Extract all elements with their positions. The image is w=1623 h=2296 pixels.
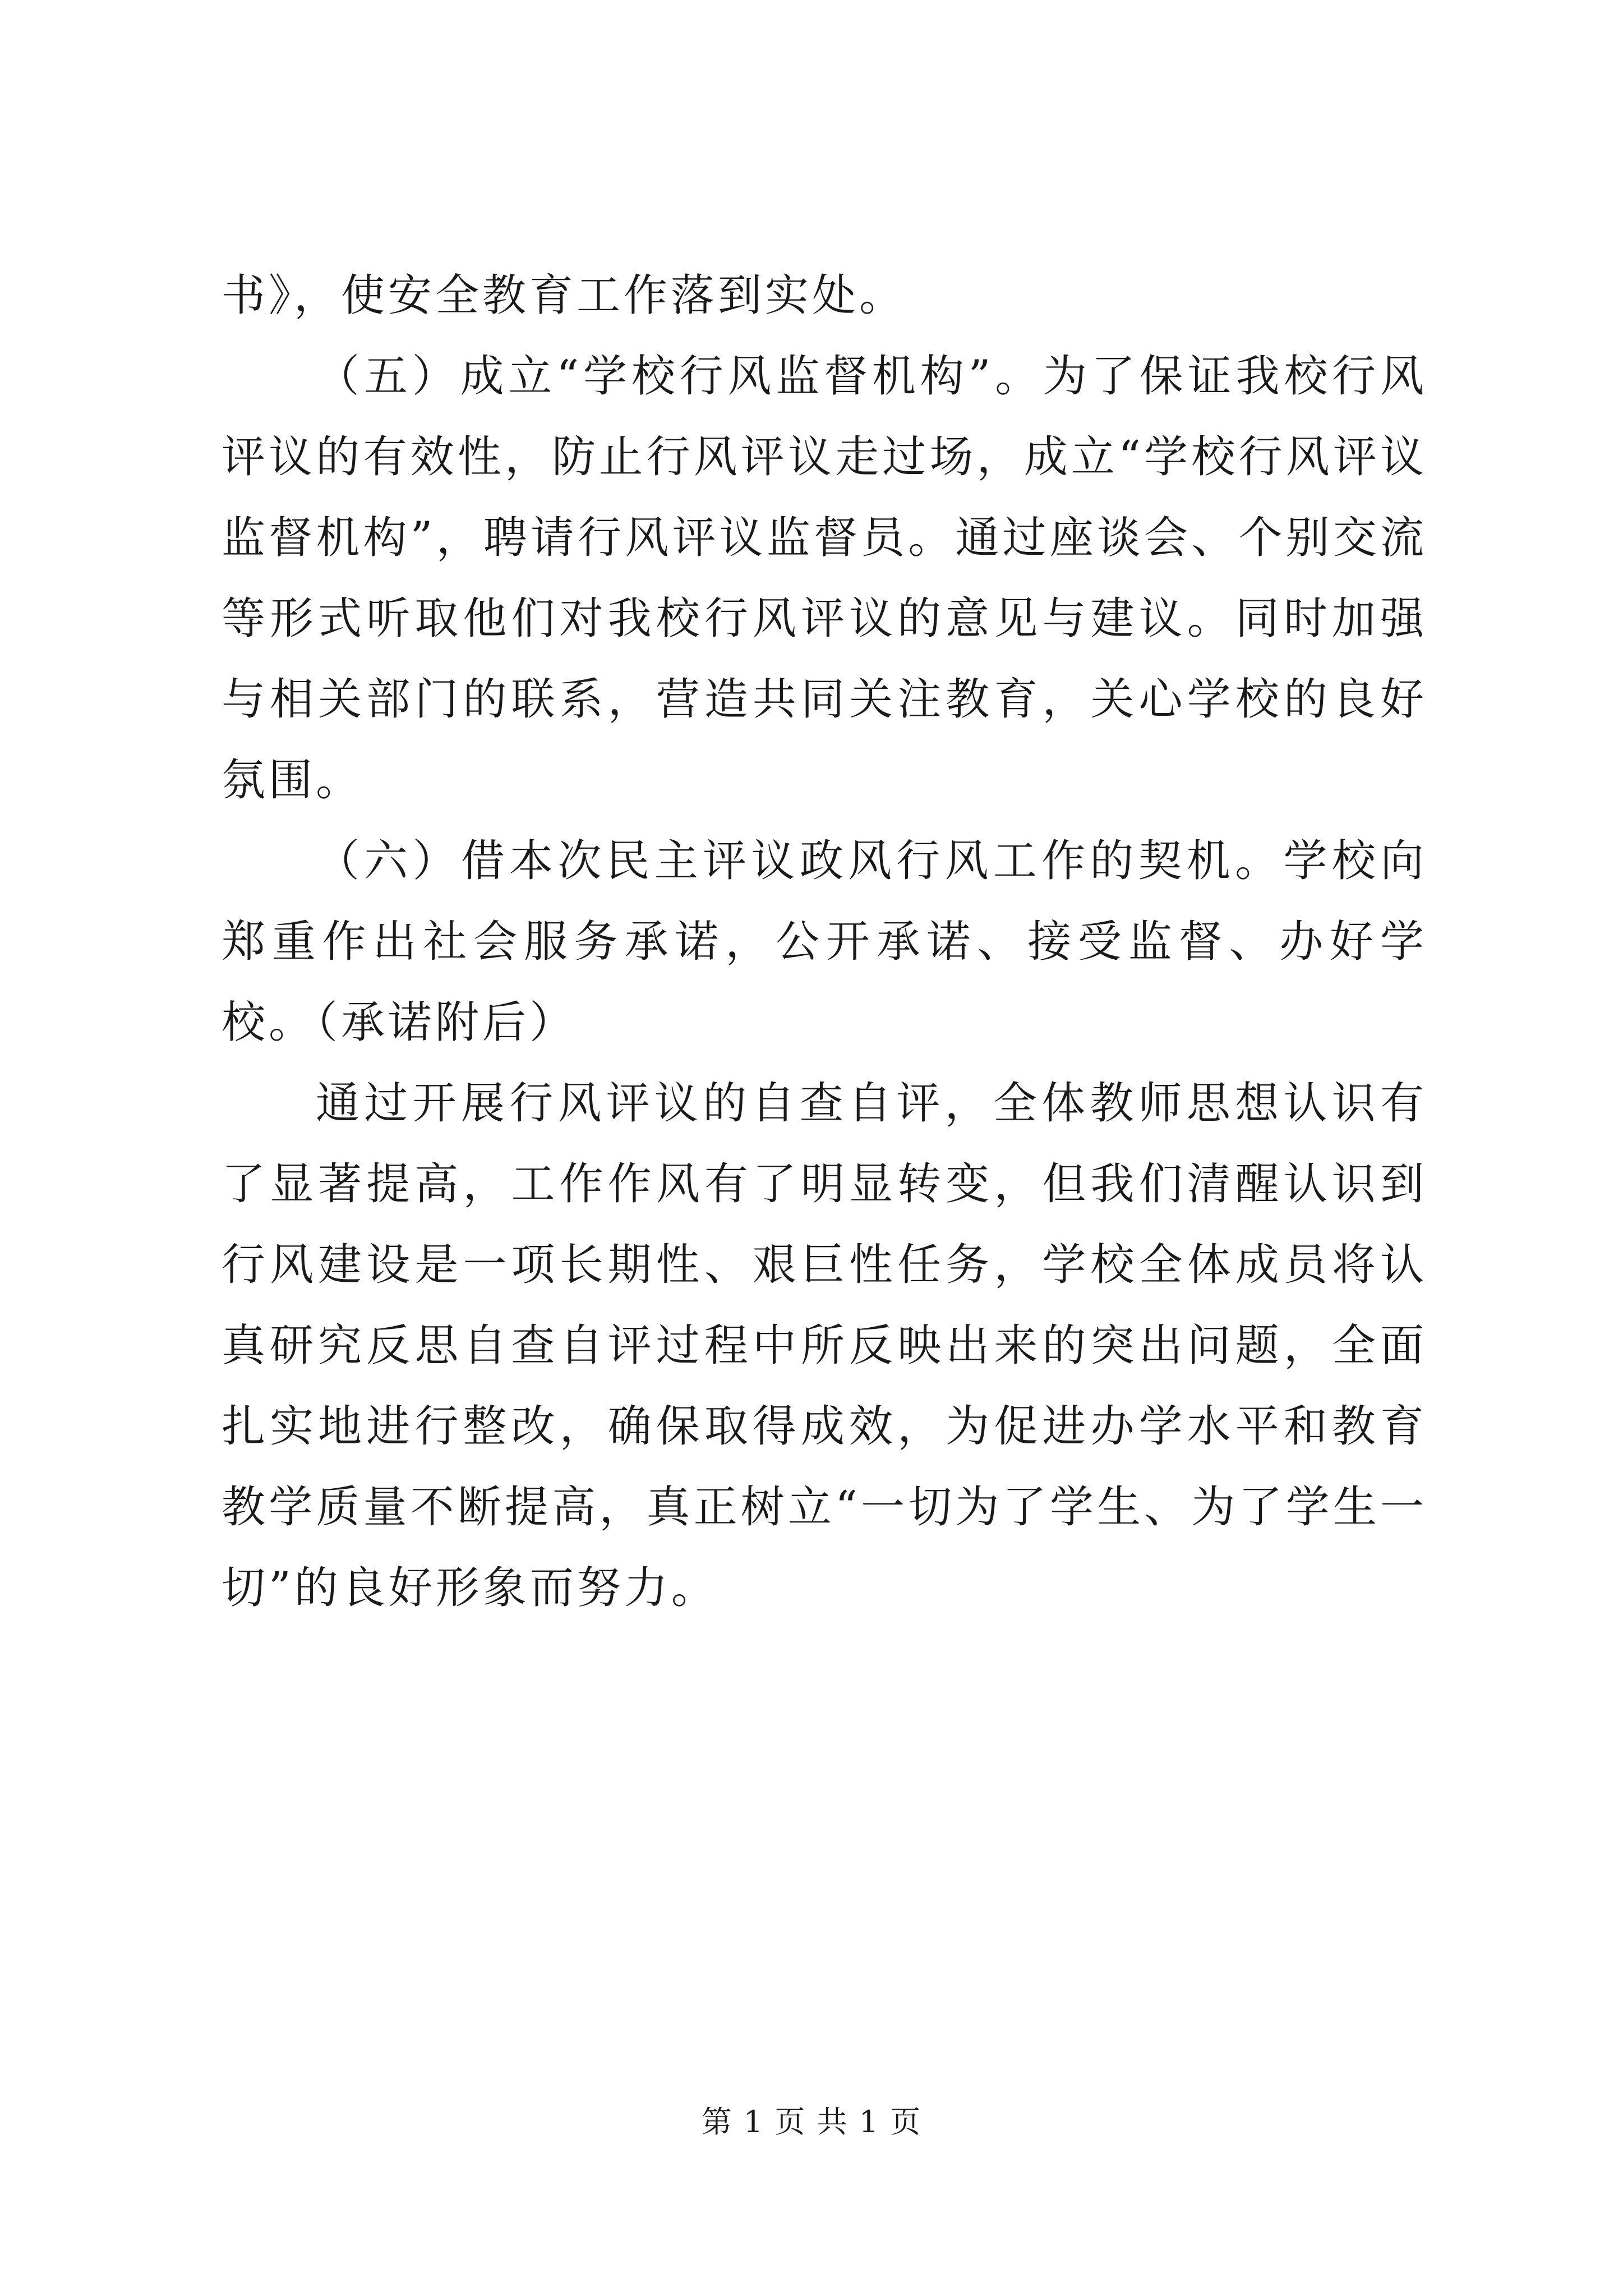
paragraph-conclusion: 通过开展行风评议的自查自评，全体教师思想认识有了显著提高，工作作风有了明显转变，但我们清醒认识到行风建设是一项长期性、艰巨性任务，学校全体成员将认真研究反思自查自评过程中所反映出来的突出问题，全面扎实地进行整改，确保取得成效，为促进办学水平和教育教学质量不断提高，真正树立“一切为了学生、为了学生一切”的良好形象而努力。 xyxy=(222,1078,1427,1613)
page-number-footer: 第 1 页 共 1 页 xyxy=(701,2104,922,2139)
document-body xyxy=(222,255,1427,1628)
paragraph-supervision-body: （五）成立“学校行风监督机构”。为了保证我校行风评议的有效性，防止行风评议走过场，成立“学校行风评议监督机构”，聘请行风评议监督员。通过座谈会、个别交流等形式听取他们对我校行风评议的意见与建议。同时加强与相关部门的联系，营造共同关注教育，关心学校的良好氛围。 xyxy=(222,351,1427,806)
paragraph-service-commitment: （六）借本次民主评议政风行风工作的契机。学校向郑重作出社会服务承诺，公开承诺、接受监督、办好学校。（承诺附后） xyxy=(222,836,1427,1048)
paragraph-continuation: 书》，使安全教育工作落到实处。 xyxy=(222,270,907,321)
